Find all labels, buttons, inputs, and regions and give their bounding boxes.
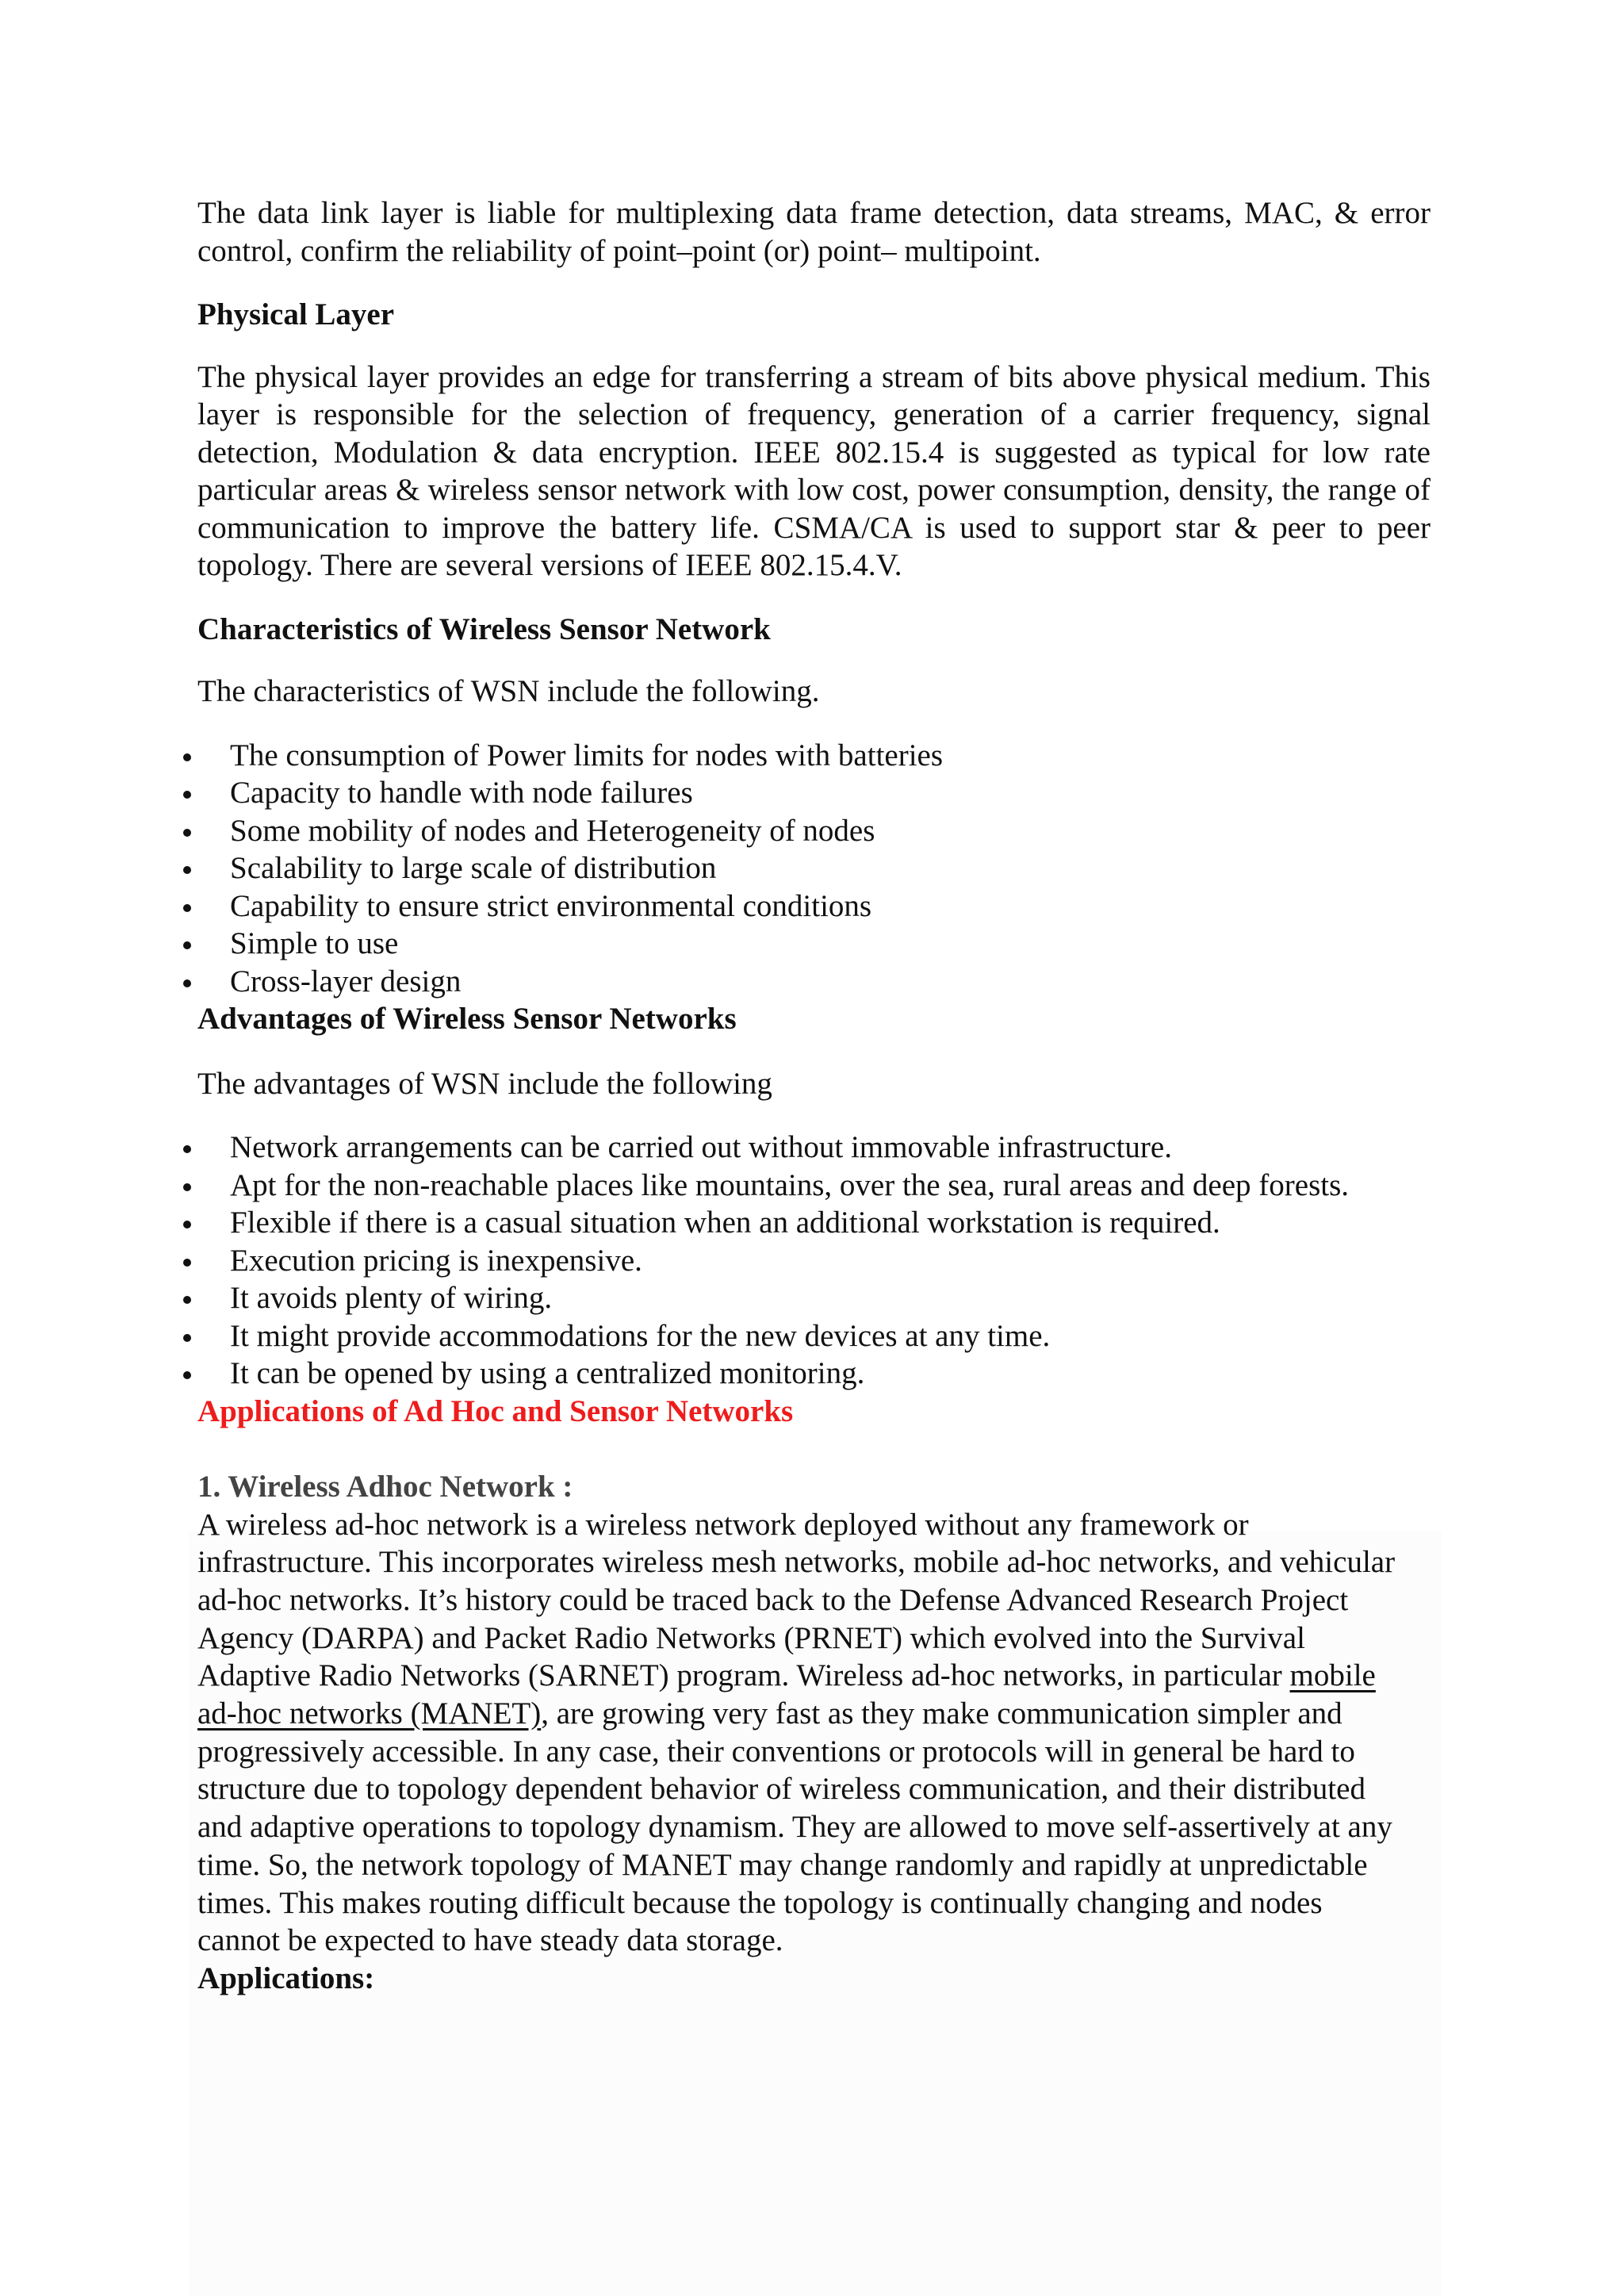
bullet-icon bbox=[183, 1145, 191, 1153]
list-item: It can be opened by using a centralized monitoring. bbox=[180, 1355, 1431, 1393]
list-item: It avoids plenty of wiring. bbox=[180, 1279, 1431, 1317]
list-item: Capability to ensure strict environmental conditions bbox=[180, 887, 1431, 926]
list-item: Simple to use bbox=[180, 925, 1431, 963]
wireless-adhoc-paragraph: A wireless ad-hoc network is a wireless network deployed without any framework or infrastructure. This incorporates wireless mesh networks, mobile ad-hoc networks, and vehicular ad-hoc networks. It’s history could be traced back to the Defense Advanced Research Project Agency (DARPA) and Packet Radio Networks (PRNET) which evolved into the Survival Adaptive Radio Networks (SARNET) program. Wireless ad-hoc networks, in particular mobile ad-hoc networks (MANET), are growing very fast as they make communication simpler and progressively accessible. In any case, their conventions or protocols will in general be hard to structure due to topology dependent behavior of wireless communication, and their distributed and adaptive operations to topology dynamism. They are allowed to move self-assertively at any time. So, the network topology of MANET may change randomly and rapidly at unpredictable times. This makes routing difficult because the topology is continually changing and nodes cannot be expected to have steady data storage. bbox=[197, 1507, 1396, 1958]
bullet-icon bbox=[183, 791, 191, 799]
physical-layer-paragraph: The physical layer provides an edge for transferring a stream of bits above physical medium. This layer is responsible for the selection of frequency, generation of a carrier frequency, signal detection, Modulation & data encryption. IEEE 802.15.4 is suggested as typical for low rate particular areas & wireless sensor network with low cost, power consumption, density, the range of communication to improve the battery life. CSMA/CA is used to support star & peer to peer topology. There are several versions of IEEE 802.15.4.V. bbox=[197, 359, 1431, 582]
bullet-icon bbox=[183, 1259, 191, 1267]
bullet-icon bbox=[183, 1183, 191, 1191]
characteristics-heading: Characteristics of Wireless Sensor Network bbox=[197, 611, 771, 646]
list-item: Some mobility of nodes and Heterogeneity of nodes bbox=[180, 812, 1431, 850]
applications-subheading: Applications: bbox=[197, 1961, 375, 1995]
bullet-icon bbox=[183, 941, 191, 949]
bullet-icon bbox=[183, 904, 191, 912]
list-item: Cross-layer design bbox=[180, 963, 1431, 1001]
advantages-list bbox=[180, 1129, 1431, 1393]
characteristics-intro: The characteristics of WSN include the following. bbox=[197, 674, 820, 708]
advantages-heading: Advantages of Wireless Sensor Networks bbox=[197, 1002, 737, 1036]
list-item: Flexible if there is a casual situation when an additional workstation is required. bbox=[180, 1204, 1431, 1242]
physical-layer-heading: Physical Layer bbox=[197, 297, 395, 332]
list-item: Network arrangements can be carried out without immovable infrastructure. bbox=[180, 1129, 1431, 1167]
list-item: Apt for the non-reachable places like mountains, over the sea, rural areas and deep forests. bbox=[180, 1167, 1431, 1205]
bullet-icon bbox=[183, 979, 191, 987]
list-item: The consumption of Power limits for nodes with batteries bbox=[180, 737, 1431, 775]
intro-paragraph: The data link layer is liable for multiplexing data frame detection, data streams, MAC, & error control, confirm the reliability of point–point (or) point– multipoint. bbox=[197, 196, 1431, 268]
bullet-icon bbox=[183, 1296, 191, 1304]
bullet-icon bbox=[183, 753, 191, 761]
advantages-intro: The advantages of WSN include the following bbox=[197, 1066, 772, 1101]
bullet-icon bbox=[183, 1334, 191, 1342]
bullet-icon bbox=[183, 1371, 191, 1379]
list-item: Scalability to large scale of distribution bbox=[180, 849, 1431, 887]
wireless-adhoc-subheading: 1. Wireless Adhoc Network : bbox=[197, 1470, 573, 1504]
characteristics-list bbox=[180, 737, 1431, 1001]
applications-heading: Applications of Ad Hoc and Sensor Networks bbox=[197, 1393, 794, 1428]
bullet-icon bbox=[183, 829, 191, 837]
document-content bbox=[197, 194, 1431, 1997]
bullet-icon bbox=[183, 866, 191, 874]
list-item: It might provide accommodations for the new devices at any time. bbox=[180, 1317, 1431, 1355]
manet-link[interactable]: mobile ad-hoc networks (MANET) bbox=[197, 1658, 1376, 1731]
bullet-icon bbox=[183, 1221, 191, 1228]
list-item: Execution pricing is inexpensive. bbox=[180, 1242, 1431, 1280]
list-item: Capacity to handle with node failures bbox=[180, 774, 1431, 812]
